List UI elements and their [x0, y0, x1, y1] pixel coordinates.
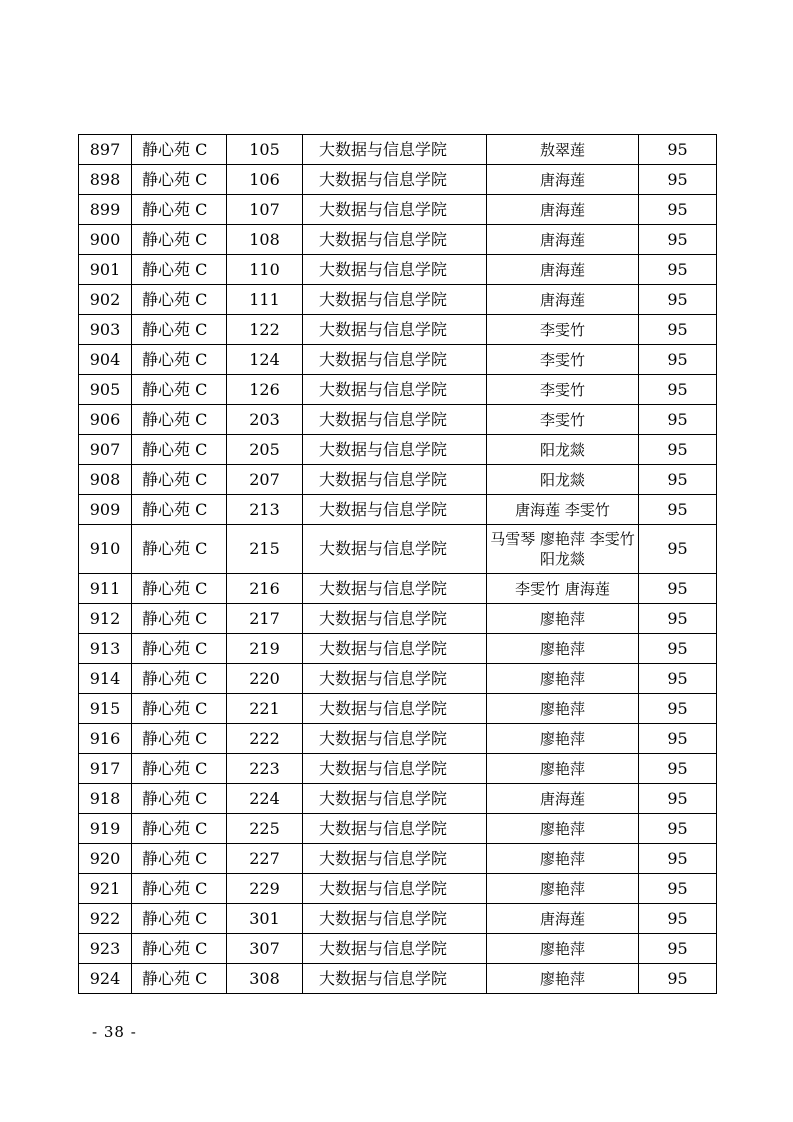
- cell-number: 924: [79, 964, 132, 994]
- cell-room: 217: [227, 604, 303, 634]
- table-row: [79, 934, 717, 964]
- table-row: [79, 345, 717, 375]
- cell-college: 大数据与信息学院: [303, 525, 487, 574]
- cell-number: 908: [79, 465, 132, 495]
- cell-room: 126: [227, 375, 303, 405]
- cell-building: 静心苑 C: [132, 934, 227, 964]
- table-body: [79, 135, 717, 994]
- cell-college: 大数据与信息学院: [303, 135, 487, 165]
- cell-building: 静心苑 C: [132, 784, 227, 814]
- cell-number: 913: [79, 634, 132, 664]
- cell-building: 静心苑 C: [132, 465, 227, 495]
- cell-number: 907: [79, 435, 132, 465]
- table-row: [79, 634, 717, 664]
- cell-room: 223: [227, 754, 303, 784]
- cell-room: 111: [227, 285, 303, 315]
- cell-inspectors: 廖艳萍: [487, 874, 639, 904]
- cell-college: 大数据与信息学院: [303, 694, 487, 724]
- cell-number: 898: [79, 165, 132, 195]
- cell-score: 95: [639, 964, 717, 994]
- cell-room: 308: [227, 964, 303, 994]
- cell-room: 301: [227, 904, 303, 934]
- table-row: [79, 694, 717, 724]
- cell-inspectors: 李雯竹: [487, 315, 639, 345]
- cell-inspectors: 廖艳萍: [487, 604, 639, 634]
- cell-college: 大数据与信息学院: [303, 844, 487, 874]
- table-row: [79, 405, 717, 435]
- cell-inspectors: 廖艳萍: [487, 964, 639, 994]
- cell-college: 大数据与信息学院: [303, 435, 487, 465]
- cell-room: 107: [227, 195, 303, 225]
- cell-room: 227: [227, 844, 303, 874]
- cell-inspectors: 廖艳萍: [487, 754, 639, 784]
- cell-college: 大数据与信息学院: [303, 724, 487, 754]
- cell-score: 95: [639, 634, 717, 664]
- table-row: [79, 844, 717, 874]
- cell-score: 95: [639, 934, 717, 964]
- cell-inspectors: 唐海莲: [487, 195, 639, 225]
- cell-room: 110: [227, 255, 303, 285]
- cell-college: 大数据与信息学院: [303, 285, 487, 315]
- cell-building: 静心苑 C: [132, 904, 227, 934]
- cell-room: 122: [227, 315, 303, 345]
- cell-number: 918: [79, 784, 132, 814]
- cell-number: 909: [79, 495, 132, 525]
- cell-number: 897: [79, 135, 132, 165]
- cell-inspectors: 李雯竹: [487, 405, 639, 435]
- cell-number: 910: [79, 525, 132, 574]
- table-row: [79, 495, 717, 525]
- cell-building: 静心苑 C: [132, 495, 227, 525]
- cell-college: 大数据与信息学院: [303, 664, 487, 694]
- cell-score: 95: [639, 285, 717, 315]
- cell-room: 307: [227, 934, 303, 964]
- cell-building: 静心苑 C: [132, 694, 227, 724]
- cell-inspectors: 唐海莲: [487, 165, 639, 195]
- cell-score: 95: [639, 495, 717, 525]
- table-row: [79, 315, 717, 345]
- table-row: [79, 285, 717, 315]
- cell-room: 229: [227, 874, 303, 904]
- cell-number: 923: [79, 934, 132, 964]
- cell-number: 920: [79, 844, 132, 874]
- table-row: [79, 435, 717, 465]
- cell-number: 914: [79, 664, 132, 694]
- cell-inspectors: 廖艳萍: [487, 694, 639, 724]
- cell-score: 95: [639, 604, 717, 634]
- cell-inspectors: 敖翠莲: [487, 135, 639, 165]
- cell-number: 921: [79, 874, 132, 904]
- cell-score: 95: [639, 315, 717, 345]
- cell-inspectors: 唐海莲: [487, 225, 639, 255]
- cell-score: 95: [639, 195, 717, 225]
- cell-inspectors: 李雯竹: [487, 375, 639, 405]
- cell-room: 220: [227, 664, 303, 694]
- cell-room: 105: [227, 135, 303, 165]
- cell-college: 大数据与信息学院: [303, 495, 487, 525]
- cell-number: 922: [79, 904, 132, 934]
- cell-inspectors: 唐海莲: [487, 255, 639, 285]
- cell-building: 静心苑 C: [132, 195, 227, 225]
- cell-number: 905: [79, 375, 132, 405]
- cell-score: 95: [639, 405, 717, 435]
- table-row: [79, 724, 717, 754]
- cell-score: 95: [639, 465, 717, 495]
- table-row: [79, 465, 717, 495]
- table-row: [79, 525, 717, 574]
- table-row: [79, 964, 717, 994]
- table-row: [79, 165, 717, 195]
- cell-number: 911: [79, 574, 132, 604]
- cell-college: 大数据与信息学院: [303, 225, 487, 255]
- dormitory-score-table: [78, 134, 717, 994]
- cell-score: 95: [639, 814, 717, 844]
- cell-number: 903: [79, 315, 132, 345]
- cell-building: 静心苑 C: [132, 754, 227, 784]
- cell-college: 大数据与信息学院: [303, 874, 487, 904]
- cell-college: 大数据与信息学院: [303, 784, 487, 814]
- cell-number: 916: [79, 724, 132, 754]
- table-row: [79, 814, 717, 844]
- cell-room: 207: [227, 465, 303, 495]
- cell-number: 902: [79, 285, 132, 315]
- table-row: [79, 604, 717, 634]
- table-row: [79, 664, 717, 694]
- cell-inspectors: 廖艳萍: [487, 634, 639, 664]
- cell-building: 静心苑 C: [132, 255, 227, 285]
- cell-building: 静心苑 C: [132, 315, 227, 345]
- table-row: [79, 225, 717, 255]
- cell-college: 大数据与信息学院: [303, 375, 487, 405]
- cell-room: 203: [227, 405, 303, 435]
- cell-building: 静心苑 C: [132, 345, 227, 375]
- cell-room: 213: [227, 495, 303, 525]
- cell-score: 95: [639, 574, 717, 604]
- cell-inspectors: 李雯竹: [487, 345, 639, 375]
- cell-number: 912: [79, 604, 132, 634]
- cell-score: 95: [639, 784, 717, 814]
- cell-number: 915: [79, 694, 132, 724]
- cell-college: 大数据与信息学院: [303, 754, 487, 784]
- cell-building: 静心苑 C: [132, 225, 227, 255]
- cell-inspectors: 唐海莲: [487, 784, 639, 814]
- cell-college: 大数据与信息学院: [303, 604, 487, 634]
- cell-college: 大数据与信息学院: [303, 574, 487, 604]
- cell-inspectors: 唐海莲 李雯竹: [487, 495, 639, 525]
- cell-building: 静心苑 C: [132, 964, 227, 994]
- cell-room: 215: [227, 525, 303, 574]
- cell-inspectors: 马雪琴 廖艳萍 李雯竹 阳龙燚: [487, 525, 639, 574]
- cell-college: 大数据与信息学院: [303, 255, 487, 285]
- cell-college: 大数据与信息学院: [303, 165, 487, 195]
- table-row: [79, 195, 717, 225]
- cell-number: 901: [79, 255, 132, 285]
- cell-score: 95: [639, 135, 717, 165]
- cell-room: 221: [227, 694, 303, 724]
- cell-room: 224: [227, 784, 303, 814]
- cell-building: 静心苑 C: [132, 375, 227, 405]
- cell-college: 大数据与信息学院: [303, 465, 487, 495]
- cell-room: 124: [227, 345, 303, 375]
- cell-building: 静心苑 C: [132, 724, 227, 754]
- cell-score: 95: [639, 435, 717, 465]
- cell-college: 大数据与信息学院: [303, 934, 487, 964]
- cell-score: 95: [639, 754, 717, 784]
- cell-score: 95: [639, 874, 717, 904]
- cell-inspectors: 阳龙燚: [487, 435, 639, 465]
- cell-inspectors: 廖艳萍: [487, 934, 639, 964]
- cell-inspectors: 阳龙燚: [487, 465, 639, 495]
- cell-building: 静心苑 C: [132, 814, 227, 844]
- cell-number: 904: [79, 345, 132, 375]
- table-row: [79, 574, 717, 604]
- cell-building: 静心苑 C: [132, 135, 227, 165]
- cell-room: 216: [227, 574, 303, 604]
- table-row: [79, 375, 717, 405]
- cell-building: 静心苑 C: [132, 165, 227, 195]
- cell-college: 大数据与信息学院: [303, 634, 487, 664]
- cell-score: 95: [639, 904, 717, 934]
- cell-number: 906: [79, 405, 132, 435]
- cell-building: 静心苑 C: [132, 435, 227, 465]
- cell-building: 静心苑 C: [132, 525, 227, 574]
- cell-building: 静心苑 C: [132, 574, 227, 604]
- cell-college: 大数据与信息学院: [303, 315, 487, 345]
- table-row: [79, 255, 717, 285]
- cell-number: 917: [79, 754, 132, 784]
- cell-inspectors: 李雯竹 唐海莲: [487, 574, 639, 604]
- cell-building: 静心苑 C: [132, 874, 227, 904]
- cell-building: 静心苑 C: [132, 664, 227, 694]
- cell-score: 95: [639, 225, 717, 255]
- cell-room: 108: [227, 225, 303, 255]
- cell-score: 95: [639, 694, 717, 724]
- cell-number: 919: [79, 814, 132, 844]
- table-row: [79, 784, 717, 814]
- cell-inspectors: 廖艳萍: [487, 814, 639, 844]
- cell-building: 静心苑 C: [132, 285, 227, 315]
- cell-score: 95: [639, 345, 717, 375]
- cell-inspectors: 廖艳萍: [487, 724, 639, 754]
- cell-room: 106: [227, 165, 303, 195]
- cell-score: 95: [639, 165, 717, 195]
- page-number: - 38 -: [92, 1023, 137, 1041]
- table-row: [79, 874, 717, 904]
- cell-room: 225: [227, 814, 303, 844]
- cell-score: 95: [639, 525, 717, 574]
- cell-college: 大数据与信息学院: [303, 345, 487, 375]
- cell-college: 大数据与信息学院: [303, 814, 487, 844]
- cell-inspectors: 唐海莲: [487, 904, 639, 934]
- cell-college: 大数据与信息学院: [303, 405, 487, 435]
- cell-number: 900: [79, 225, 132, 255]
- cell-score: 95: [639, 664, 717, 694]
- cell-college: 大数据与信息学院: [303, 964, 487, 994]
- cell-college: 大数据与信息学院: [303, 195, 487, 225]
- cell-building: 静心苑 C: [132, 634, 227, 664]
- cell-building: 静心苑 C: [132, 604, 227, 634]
- table-row: [79, 754, 717, 784]
- cell-number: 899: [79, 195, 132, 225]
- cell-inspectors: 唐海莲: [487, 285, 639, 315]
- cell-room: 219: [227, 634, 303, 664]
- cell-college: 大数据与信息学院: [303, 904, 487, 934]
- cell-room: 222: [227, 724, 303, 754]
- cell-room: 205: [227, 435, 303, 465]
- table-row: [79, 904, 717, 934]
- cell-inspectors: 廖艳萍: [487, 844, 639, 874]
- table-row: [79, 135, 717, 165]
- cell-score: 95: [639, 375, 717, 405]
- cell-building: 静心苑 C: [132, 844, 227, 874]
- cell-inspectors: 廖艳萍: [487, 664, 639, 694]
- cell-score: 95: [639, 844, 717, 874]
- cell-score: 95: [639, 724, 717, 754]
- cell-building: 静心苑 C: [132, 405, 227, 435]
- cell-score: 95: [639, 255, 717, 285]
